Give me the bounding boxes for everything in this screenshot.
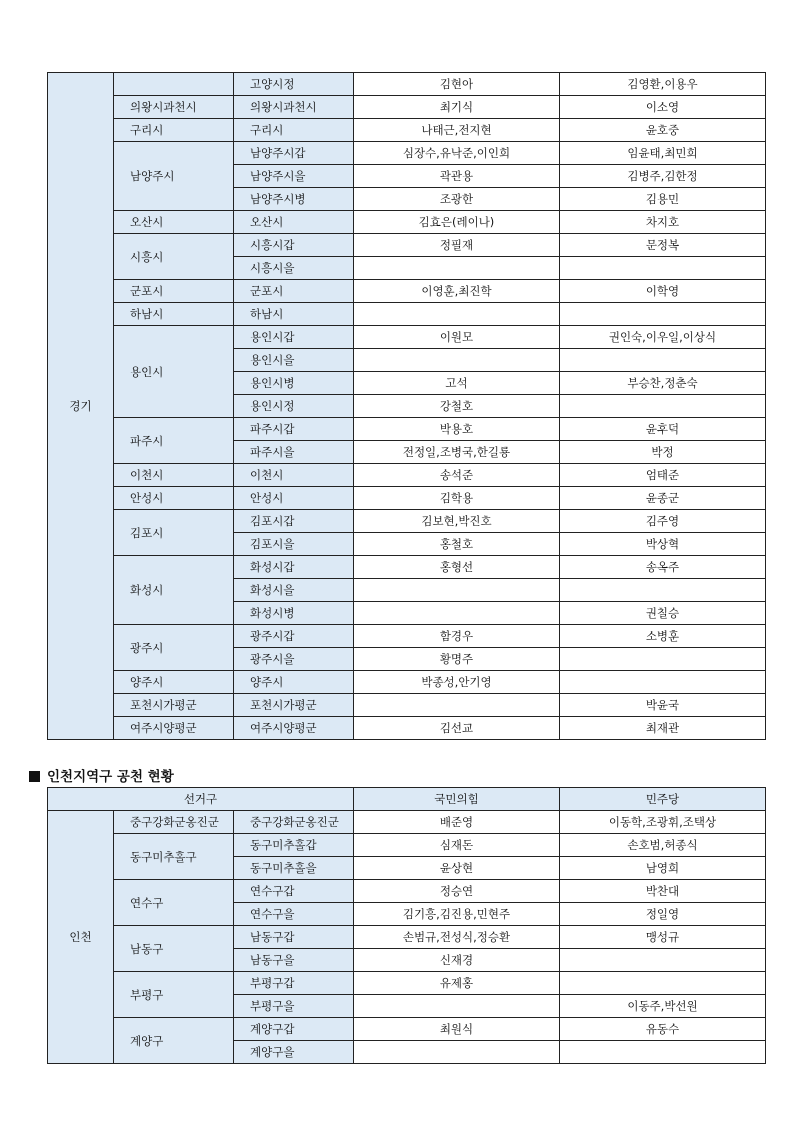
ppp-candidates-cell: 최기식 — [354, 96, 560, 119]
dp-candidates-cell — [560, 303, 766, 326]
district-cell: 구리시 — [234, 119, 354, 142]
district-cell: 여주시양평군 — [234, 717, 354, 740]
dp-candidates-cell: 소병훈 — [560, 625, 766, 648]
table-row — [48, 1018, 766, 1041]
dp-candidates-cell: 이동주,박선원 — [560, 995, 766, 1018]
table-header-row — [48, 788, 766, 811]
dp-candidates-cell: 김용민 — [560, 188, 766, 211]
table-row — [48, 234, 766, 257]
region-cell: 인천 — [48, 811, 114, 1064]
ppp-candidates-cell: 정필재 — [354, 234, 560, 257]
table-row — [48, 880, 766, 903]
dp-candidates-cell: 송옥주 — [560, 556, 766, 579]
dp-candidates-cell — [560, 1041, 766, 1064]
table-row — [48, 926, 766, 949]
district-cell: 의왕시과천시 — [234, 96, 354, 119]
dp-candidates-cell — [560, 671, 766, 694]
district-cell: 안성시 — [234, 487, 354, 510]
dp-candidates-cell: 권인숙,이우일,이상식 — [560, 326, 766, 349]
district-cell: 남동구갑 — [234, 926, 354, 949]
district-cell: 계양구갑 — [234, 1018, 354, 1041]
district-cell: 동구미추홀갑 — [234, 834, 354, 857]
dp-candidates-cell: 윤종군 — [560, 487, 766, 510]
district-cell: 부평구갑 — [234, 972, 354, 995]
city-cell: 남동구 — [114, 926, 234, 972]
district-cell: 남양주시을 — [234, 165, 354, 188]
district-cell: 연수구을 — [234, 903, 354, 926]
ppp-candidates-cell: 김효은(레이나) — [354, 211, 560, 234]
district-cell: 시흥시을 — [234, 257, 354, 280]
ppp-candidates-cell: 나태근,전지현 — [354, 119, 560, 142]
table-row — [48, 811, 766, 834]
table-row — [48, 464, 766, 487]
ppp-candidates-cell — [354, 303, 560, 326]
dp-candidates-cell: 차지호 — [560, 211, 766, 234]
table-row — [48, 96, 766, 119]
district-cell: 연수구갑 — [234, 880, 354, 903]
table-row — [48, 625, 766, 648]
ppp-candidates-cell: 홍철호 — [354, 533, 560, 556]
city-cell: 양주시 — [114, 671, 234, 694]
ppp-candidates-cell: 정승연 — [354, 880, 560, 903]
ppp-candidates-cell: 배준영 — [354, 811, 560, 834]
ppp-candidates-cell: 조광한 — [354, 188, 560, 211]
dp-candidates-cell — [560, 257, 766, 280]
ppp-candidates-cell: 강철호 — [354, 395, 560, 418]
dp-candidates-cell: 이학영 — [560, 280, 766, 303]
district-cell: 남양주시갑 — [234, 142, 354, 165]
ppp-candidates-cell — [354, 579, 560, 602]
dp-candidates-cell: 정일영 — [560, 903, 766, 926]
table-row — [48, 717, 766, 740]
city-cell: 파주시 — [114, 418, 234, 464]
dp-candidates-cell: 권칠승 — [560, 602, 766, 625]
table-row — [48, 556, 766, 579]
table-row — [48, 142, 766, 165]
district-cell: 파주시갑 — [234, 418, 354, 441]
table-row — [48, 211, 766, 234]
dp-candidates-cell: 부승찬,정춘숙 — [560, 372, 766, 395]
table-row — [48, 280, 766, 303]
city-cell: 하남시 — [114, 303, 234, 326]
district-cell: 하남시 — [234, 303, 354, 326]
table-row — [48, 303, 766, 326]
city-cell: 남양주시 — [114, 142, 234, 211]
ppp-candidates-cell: 김선교 — [354, 717, 560, 740]
district-cell: 용인시정 — [234, 395, 354, 418]
dp-candidates-cell: 윤호중 — [560, 119, 766, 142]
ppp-candidates-cell: 곽관용 — [354, 165, 560, 188]
square-bullet-icon — [29, 771, 40, 782]
dp-candidates-cell: 유동수 — [560, 1018, 766, 1041]
gyeonggi-table — [47, 72, 766, 740]
ppp-candidates-cell: 박종성,안기영 — [354, 671, 560, 694]
city-cell: 부평구 — [114, 972, 234, 1018]
table-row — [48, 510, 766, 533]
dp-candidates-cell: 윤후덕 — [560, 418, 766, 441]
dp-candidates-cell: 김주영 — [560, 510, 766, 533]
city-cell: 용인시 — [114, 326, 234, 418]
table-row — [48, 119, 766, 142]
dp-candidates-cell — [560, 579, 766, 602]
ppp-candidates-cell — [354, 1041, 560, 1064]
header-dp: 민주당 — [560, 788, 766, 811]
table-row — [48, 834, 766, 857]
ppp-candidates-cell: 손범규,전성식,정승환 — [354, 926, 560, 949]
city-cell: 시흥시 — [114, 234, 234, 280]
ppp-candidates-cell: 전정일,조병국,한길룡 — [354, 441, 560, 464]
ppp-candidates-cell — [354, 257, 560, 280]
dp-candidates-cell: 김병주,김한정 — [560, 165, 766, 188]
dp-candidates-cell: 이소영 — [560, 96, 766, 119]
dp-candidates-cell — [560, 349, 766, 372]
ppp-candidates-cell: 김현아 — [354, 73, 560, 96]
ppp-candidates-cell: 윤상현 — [354, 857, 560, 880]
ppp-candidates-cell — [354, 694, 560, 717]
ppp-candidates-cell: 이영훈,최진학 — [354, 280, 560, 303]
dp-candidates-cell: 박정 — [560, 441, 766, 464]
dp-candidates-cell: 맹성규 — [560, 926, 766, 949]
ppp-candidates-cell — [354, 349, 560, 372]
dp-candidates-cell: 박상혁 — [560, 533, 766, 556]
district-cell: 화성시병 — [234, 602, 354, 625]
city-cell: 화성시 — [114, 556, 234, 625]
city-cell: 여주시양평군 — [114, 717, 234, 740]
city-cell: 동구미추홀구 — [114, 834, 234, 880]
table-row — [48, 326, 766, 349]
district-cell: 고양시정 — [234, 73, 354, 96]
city-cell: 의왕시과천시 — [114, 96, 234, 119]
district-cell: 남동구을 — [234, 949, 354, 972]
district-cell: 부평구을 — [234, 995, 354, 1018]
city-cell: 안성시 — [114, 487, 234, 510]
ppp-candidates-cell: 신재경 — [354, 949, 560, 972]
dp-candidates-cell: 최재관 — [560, 717, 766, 740]
table-row — [48, 73, 766, 96]
dp-candidates-cell: 박찬대 — [560, 880, 766, 903]
district-cell: 남양주시병 — [234, 188, 354, 211]
ppp-candidates-cell: 김보현,박진호 — [354, 510, 560, 533]
city-cell: 이천시 — [114, 464, 234, 487]
district-cell: 화성시갑 — [234, 556, 354, 579]
district-cell: 김포시갑 — [234, 510, 354, 533]
district-cell: 김포시을 — [234, 533, 354, 556]
district-cell: 군포시 — [234, 280, 354, 303]
district-cell: 파주시을 — [234, 441, 354, 464]
dp-candidates-cell: 문정복 — [560, 234, 766, 257]
city-cell — [114, 73, 234, 96]
district-cell: 시흥시갑 — [234, 234, 354, 257]
district-cell: 중구강화군옹진군 — [234, 811, 354, 834]
table-row — [48, 418, 766, 441]
ppp-candidates-cell: 최원식 — [354, 1018, 560, 1041]
district-cell: 오산시 — [234, 211, 354, 234]
city-cell: 계양구 — [114, 1018, 234, 1064]
ppp-candidates-cell: 송석준 — [354, 464, 560, 487]
incheon-table — [47, 787, 766, 1064]
district-cell: 양주시 — [234, 671, 354, 694]
city-cell: 연수구 — [114, 880, 234, 926]
district-cell: 용인시을 — [234, 349, 354, 372]
ppp-candidates-cell: 함경우 — [354, 625, 560, 648]
header-ppp: 국민의힘 — [354, 788, 560, 811]
incheon-table-wrapper — [47, 787, 767, 1059]
city-cell: 구리시 — [114, 119, 234, 142]
ppp-candidates-cell: 황명주 — [354, 648, 560, 671]
city-cell: 광주시 — [114, 625, 234, 671]
district-cell: 광주시갑 — [234, 625, 354, 648]
district-cell: 용인시병 — [234, 372, 354, 395]
district-cell: 계양구을 — [234, 1041, 354, 1064]
header-constituency: 선거구 — [48, 788, 354, 811]
dp-candidates-cell: 임윤태,최민희 — [560, 142, 766, 165]
district-cell: 이천시 — [234, 464, 354, 487]
city-cell: 김포시 — [114, 510, 234, 556]
table-row — [48, 487, 766, 510]
district-cell: 광주시을 — [234, 648, 354, 671]
dp-candidates-cell: 손호범,허종식 — [560, 834, 766, 857]
district-cell: 동구미추홀을 — [234, 857, 354, 880]
ppp-candidates-cell: 홍형선 — [354, 556, 560, 579]
table-row — [48, 671, 766, 694]
city-cell: 오산시 — [114, 211, 234, 234]
dp-candidates-cell: 남영희 — [560, 857, 766, 880]
ppp-candidates-cell — [354, 995, 560, 1018]
dp-candidates-cell — [560, 648, 766, 671]
city-cell: 군포시 — [114, 280, 234, 303]
table-row — [48, 694, 766, 717]
dp-candidates-cell — [560, 972, 766, 995]
dp-candidates-cell — [560, 395, 766, 418]
district-cell: 용인시갑 — [234, 326, 354, 349]
dp-candidates-cell: 김영환,이용우 — [560, 73, 766, 96]
district-cell: 포천시가평군 — [234, 694, 354, 717]
ppp-candidates-cell — [354, 602, 560, 625]
ppp-candidates-cell: 심장수,유낙준,이인희 — [354, 142, 560, 165]
incheon-section-title: 인천지역구 공천 현황 — [29, 765, 174, 785]
dp-candidates-cell: 엄태준 — [560, 464, 766, 487]
ppp-candidates-cell: 김학용 — [354, 487, 560, 510]
ppp-candidates-cell: 유제홍 — [354, 972, 560, 995]
city-cell: 포천시가평군 — [114, 694, 234, 717]
dp-candidates-cell: 이동학,조광휘,조택상 — [560, 811, 766, 834]
ppp-candidates-cell: 김기흥,김진용,민현주 — [354, 903, 560, 926]
dp-candidates-cell — [560, 949, 766, 972]
dp-candidates-cell: 박윤국 — [560, 694, 766, 717]
ppp-candidates-cell: 박용호 — [354, 418, 560, 441]
region-cell: 경기 — [48, 73, 114, 740]
table-row — [48, 972, 766, 995]
city-cell: 중구강화군옹진군 — [114, 811, 234, 834]
ppp-candidates-cell: 심재돈 — [354, 834, 560, 857]
ppp-candidates-cell: 이원모 — [354, 326, 560, 349]
district-cell: 화성시을 — [234, 579, 354, 602]
ppp-candidates-cell: 고석 — [354, 372, 560, 395]
